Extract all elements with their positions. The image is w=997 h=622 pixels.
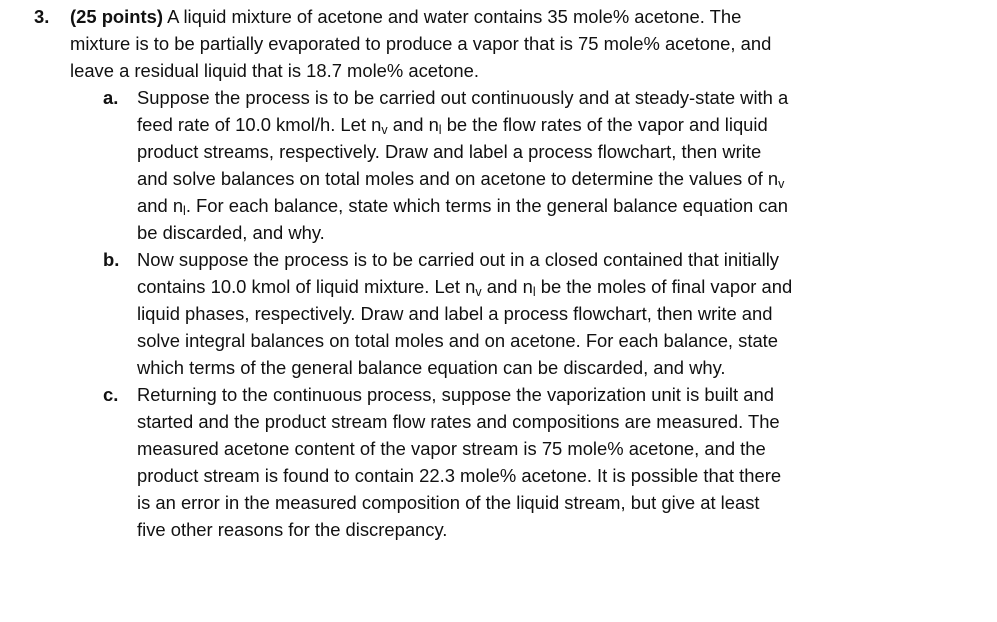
part-b-line-4: solve integral balances on total moles and on acetone. For each balance, state	[137, 330, 779, 351]
part-a-line-5: and nl. For each balance, state which terms in the general balance equation can	[137, 195, 788, 218]
part-b-line-1: Now suppose the process is to be carried out in a closed contained that initially	[137, 249, 779, 270]
part-b-line-2: contains 10.0 kmol of liquid mixture. Let nv and nl be the moles of final vapor and	[137, 276, 793, 299]
part-c-label: c.	[103, 384, 119, 405]
symbol-nv: nv	[465, 276, 482, 299]
part-a-line-2: feed rate of 10.0 kmol/h. Let nv and nl be the flow rates of the vapor and liquid	[137, 114, 768, 137]
part-c-line-1: Returning to the continuous process, suppose the vaporization unit is built and	[137, 384, 774, 405]
problem-number: 3.	[34, 6, 50, 27]
part-a-label: a.	[103, 87, 119, 108]
part-c-line-5: is an error in the measured composition of the liquid stream, but give at least	[137, 492, 760, 513]
part-c-line-2: started and the product stream flow rates and compositions are measured. The	[137, 411, 780, 432]
problem-points: (25 points)	[70, 6, 163, 27]
symbol-nl: nl	[428, 114, 442, 137]
problem-stem-line-1	[70, 3, 741, 30]
problem-stem-line-2: mixture is to be partially evaporated to produce a vapor that is 75 mole% acetone, and	[70, 33, 772, 54]
problem-stem-line-3: leave a residual liquid that is 18.7 mole% acetone.	[70, 60, 479, 81]
part-a-line-3: product streams, respectively. Draw and label a process flowchart, then write	[137, 141, 762, 162]
symbol-nl: nl	[172, 195, 186, 218]
part-c-line-6: five other reasons for the discrepancy.	[137, 519, 448, 540]
part-c-line-3: measured acetone content of the vapor stream is 75 mole% acetone, and the	[137, 438, 766, 459]
part-b-label: b.	[103, 249, 120, 270]
part-a-line-6: be discarded, and why.	[137, 222, 325, 243]
symbol-nv: nv	[767, 168, 785, 191]
problem-stem-text-1: A liquid mixture of acetone and water contains 35 mole% acetone. The	[167, 6, 742, 27]
part-b-line-5: which terms of the general balance equation can be discarded, and why.	[137, 357, 726, 378]
part-a-line-4: and solve balances on total moles and on acetone to determine the values of nv	[137, 168, 785, 191]
part-a-line-1: Suppose the process is to be carried out continuously and at steady-state with a	[137, 87, 789, 108]
part-b-line-3: liquid phases, respectively. Draw and label a process flowchart, then write and	[137, 303, 773, 324]
symbol-nv: nv	[371, 114, 388, 137]
symbol-nl: nl	[522, 276, 536, 299]
part-c-line-4: product stream is found to contain 22.3 mole% acetone. It is possible that there	[137, 465, 782, 486]
